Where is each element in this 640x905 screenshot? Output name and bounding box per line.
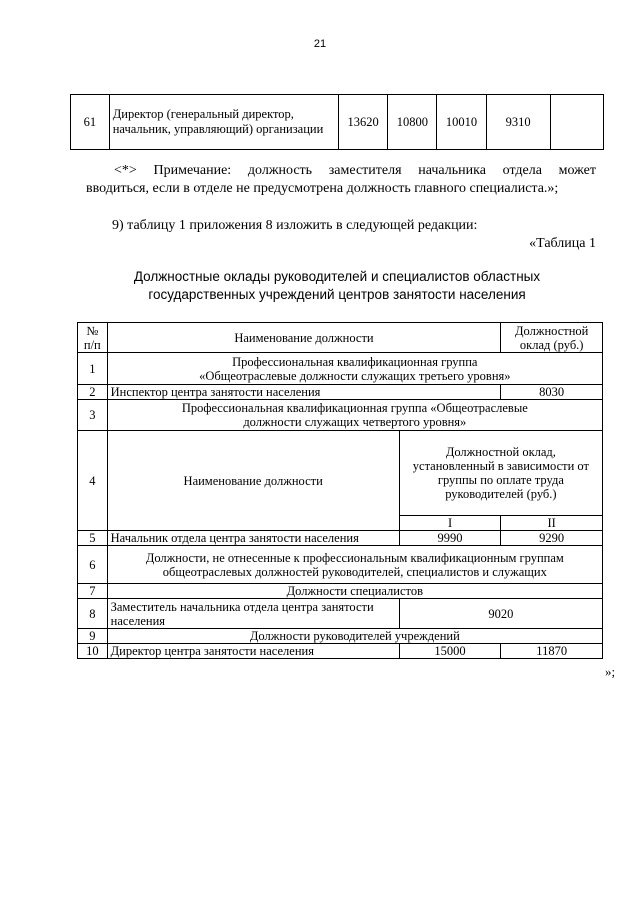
row-number: 3 (78, 400, 108, 431)
salary-value: 9310 (486, 95, 550, 150)
row-number: 1 (78, 353, 108, 385)
group-heading: Профессиональная квалификационная группа «Общеотраслевые должности служащих третьего уровня» (107, 353, 602, 385)
title-line: государственных учреждений центров занятости населения (148, 287, 526, 302)
row-number: 2 (78, 385, 108, 400)
table-row (78, 385, 603, 400)
group-heading: Должности руководителей учреждений (107, 629, 602, 644)
salary-value: 9290 (501, 531, 603, 546)
salary-value: 9990 (399, 531, 501, 546)
closing-quote: »; (605, 664, 616, 679)
row-number: 4 (78, 431, 108, 531)
table-row (71, 95, 604, 150)
group-heading: Должности специалистов (107, 584, 602, 599)
salary-value: 10010 (437, 95, 486, 150)
row-number: 6 (78, 546, 108, 584)
header-name: Наименование должности (107, 431, 399, 531)
salary-value (550, 95, 603, 150)
previous-table-fragment (70, 94, 604, 150)
table-header-row (78, 323, 603, 353)
table-row (78, 353, 603, 385)
salary-table (77, 322, 603, 659)
table-row (78, 431, 603, 516)
salary-value: 13620 (339, 95, 388, 150)
group-ii-label: II (501, 516, 603, 531)
salary-value: 11870 (501, 644, 603, 659)
table-row (78, 531, 603, 546)
table-title (70, 268, 604, 304)
row-number: 61 (71, 95, 110, 150)
table-row (78, 584, 603, 599)
salary-value: 9020 (399, 599, 602, 629)
position-name: Инспектор центра занятости населения (107, 385, 501, 400)
header-salary: Должностной оклад (руб.) (501, 323, 603, 353)
salary-value: 10800 (388, 95, 437, 150)
group-i-label: I (399, 516, 501, 531)
row-number: 5 (78, 531, 108, 546)
header-salary-by-group: Должностной оклад, установленный в зависимости от группы по оплате труда руководителей (руб.) (399, 431, 602, 516)
table-row (78, 629, 603, 644)
table-label: «Таблица 1 (529, 236, 596, 251)
header-name: Наименование должности (107, 323, 501, 353)
table-row (78, 599, 603, 629)
group-heading: Профессиональная квалификационная группа «Общеотраслевые должности служащих четвертого уровня» (107, 400, 602, 431)
item-9-paragraph: 9) таблицу 1 приложения 8 изложить в следующей редакции: (112, 218, 478, 233)
row-number: 8 (78, 599, 108, 629)
table-row (78, 400, 603, 431)
position-name: Директор (генеральный директор, начальник, управляющий) организации (109, 95, 338, 150)
note-paragraph (86, 162, 596, 198)
row-number: 9 (78, 629, 108, 644)
header-number: № п/п (78, 323, 108, 353)
group-heading: Должности, не отнесенные к профессиональным квалификационным группам общеотраслевых должностей руководителей, специалистов и служащих (107, 546, 602, 584)
position-name: Начальник отдела центра занятости населения (107, 531, 399, 546)
row-number: 10 (78, 644, 108, 659)
salary-value: 8030 (501, 385, 603, 400)
position-name: Заместитель начальника отдела центра занятости населения (107, 599, 399, 629)
title-line: Должностные оклады руководителей и специалистов областных (133, 269, 541, 284)
note-line: вводиться, если в отделе не предусмотрена должность главного специалиста.»; (86, 181, 559, 196)
position-name: Директор центра занятости населения (107, 644, 399, 659)
table-row (78, 546, 603, 584)
salary-value: 15000 (399, 644, 501, 659)
page-number: 21 (313, 38, 327, 50)
note-line: <*> Примечание: должность заместителя начальника отдела может (114, 163, 596, 178)
table-row (78, 644, 603, 659)
row-number: 7 (78, 584, 108, 599)
